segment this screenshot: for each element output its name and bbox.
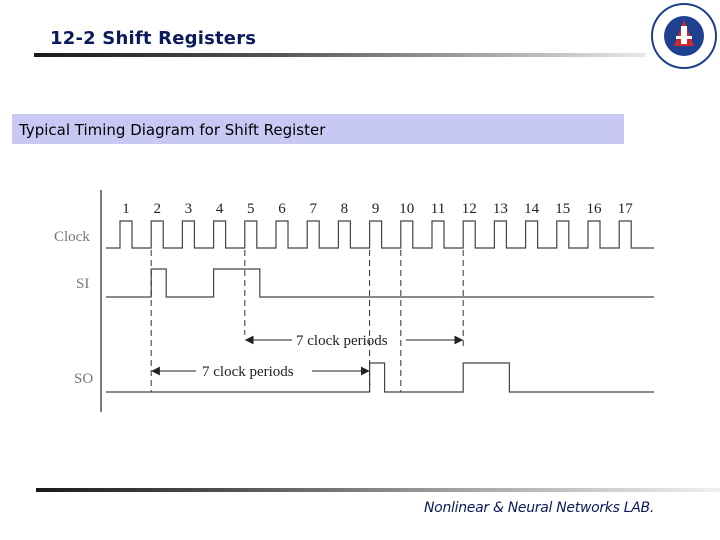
clock-number-17: 17 (617, 201, 633, 217)
timing-diagram (0, 190, 720, 420)
clock-number-11: 11 (430, 201, 446, 217)
delay-label-lower: 7 clock periods (202, 364, 294, 380)
subtitle-banner (12, 114, 624, 144)
clock-number-10: 10 (399, 201, 415, 217)
clock-number-6: 6 (278, 201, 286, 217)
university-logo (650, 2, 718, 70)
clock-number-8: 8 (340, 201, 349, 217)
subtitle-text: Typical Timing Diagram for Shift Register (19, 121, 326, 139)
footer-divider (36, 488, 720, 492)
si-trace (106, 269, 654, 297)
clock-number-12: 12 (461, 201, 477, 217)
si-label: SI (76, 276, 90, 292)
clock-number-13: 13 (492, 201, 508, 217)
clock-number-16: 16 (586, 201, 602, 217)
slide-title: 12-2 Shift Registers (50, 28, 257, 49)
title-divider (34, 53, 646, 57)
clock-number-15: 15 (555, 201, 571, 217)
clock-waveform (106, 221, 654, 248)
clock-number-1: 1 (122, 201, 130, 217)
reference-dashes (151, 250, 463, 392)
clock-number-9: 9 (371, 201, 380, 217)
clock-number-14: 14 (524, 201, 540, 217)
so-waveform (106, 363, 654, 392)
clock-number-4: 4 (215, 201, 224, 217)
so-trace (106, 363, 654, 392)
footer-lab-name: Nonlinear & Neural Networks LAB. (424, 500, 654, 516)
clock-number-2: 2 (153, 201, 161, 217)
clock-number-5: 5 (247, 201, 255, 217)
clock-trace (106, 221, 654, 248)
clock-number-7: 7 (309, 201, 317, 217)
si-waveform (106, 269, 654, 297)
delay-label-upper: 7 clock periods (296, 333, 388, 349)
clock-label: Clock (54, 229, 90, 245)
so-label: SO (74, 371, 94, 387)
clock-number-3: 3 (184, 201, 193, 217)
